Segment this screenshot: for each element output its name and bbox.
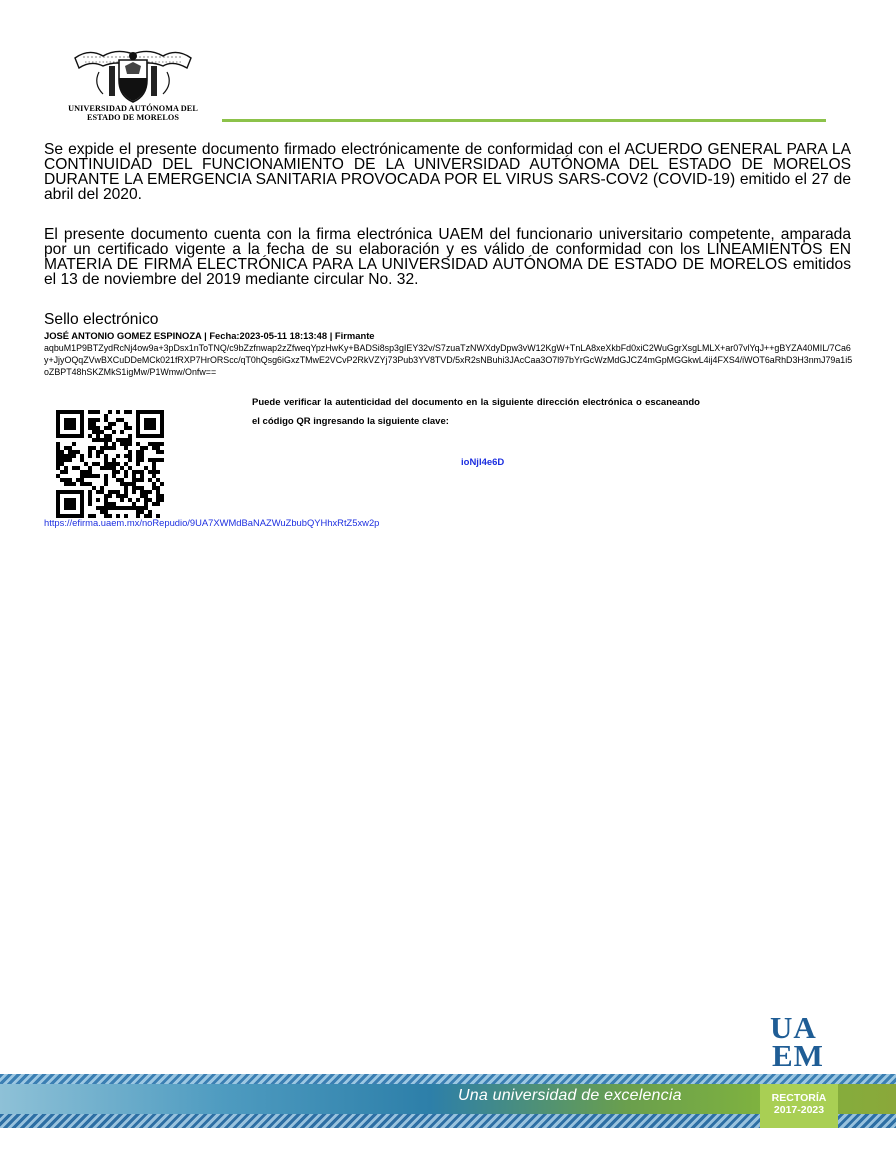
uaem-logo — [768, 1010, 830, 1073]
uaem-logo-bottom: EM — [772, 1038, 824, 1073]
verification-key: ioNjl4e6D — [461, 457, 505, 468]
rectoria-label: RECTORÍA — [771, 1092, 827, 1104]
header-divider — [222, 119, 826, 122]
rectoria-years: 2017-2023 — [773, 1104, 825, 1116]
verification-link[interactable]: https://efirma.uaem.mx/noRepudio/9UA7XWMdBaNAZWuZbubQYHhxRtZ5xw2p — [44, 517, 380, 528]
rectoria-badge — [760, 1084, 838, 1128]
university-logo-block — [58, 44, 208, 130]
legal-paragraph-2: El presente documento cuenta con la firma electrónica UAEM del funcionario universitario competente, amparada por un certificado vigente a la fecha de su elaboración y es válido de conformidad con los LINEAMIENTOS EN MATERIA DE FIRMA ELECTRÓNICA PARA LA UNIVERSIDAD AUTÓNOMA DE ESTADO DE MORELOS emitidos el 13 de noviembre del 2019 mediante circular No. 32. — [44, 226, 851, 288]
signer-line: JOSÉ ANTONIO GOMEZ ESPINOZA | Fecha:2023-05-11 18:13:48 | Firmante — [44, 330, 375, 341]
qr-code[interactable] — [56, 410, 164, 518]
legal-paragraph-1: Se expide el presente documento firmado electrónicamente de conformidad con el ACUERDO GENERAL PARA LA CONTINUIDAD DEL FUNCIONAMIENTO DE LA UNIVERSIDAD AUTÓNOMA DEL ESTADO DE MORELOS DURANTE LA EMERGENCIA SANITARIA PROVOCADA POR EL VIRUS SARS-COV2 (COVID-19) emitido el 27 de abril del 2020. — [44, 141, 851, 203]
university-crest-icon — [69, 44, 197, 104]
seal-title: Sello electrónico — [44, 311, 159, 328]
footer-stripe-top — [0, 1074, 896, 1084]
signature-hash: aqbuM1P9BTZydRcNj4ow9a+3pDsx1nToTNQ/c9bZzfnwap2zZfweqYpzHwKy+BADSi8sp3gIEY32v/S7zuaTzNWXdyDpw3vW12KgW+TnLA8xeXkbFd0xiC2WuGgrXsgLMLX+ar07vlYqJ++gBYZA40MIL/7Ca6y+JjyOQqZVwBXCuDDeMCk021fRXP7HrORScc/qT0hQsg6iGxzTMwE2VCvP2RkVZYj73Pub3YV8TVD/5xR2sNBuhi3JAcCaa3O7l97bYrGcWzMdGJCZ4mGpMGGkwL4ij4FXS4/iWOT6aRhD3H3nmJ79a1i5oZBPT48hSKZMkS1igMw/P1Wmw/Onfw== — [44, 343, 853, 377]
footer-band — [0, 1074, 896, 1128]
verification-instructions: Puede verificar la autenticidad del documento en la siguiente dirección electrónica o escaneando el código QR ingresando la siguiente clave: — [252, 397, 700, 427]
footer-tagline: Una universidad de excelencia — [458, 1087, 682, 1104]
university-name-line2: ESTADO DE MORELOS — [86, 113, 180, 122]
university-name-line1: UNIVERSIDAD AUTÓNOMA DEL — [68, 104, 198, 113]
uaem-logo-top: UA — [770, 1010, 817, 1045]
